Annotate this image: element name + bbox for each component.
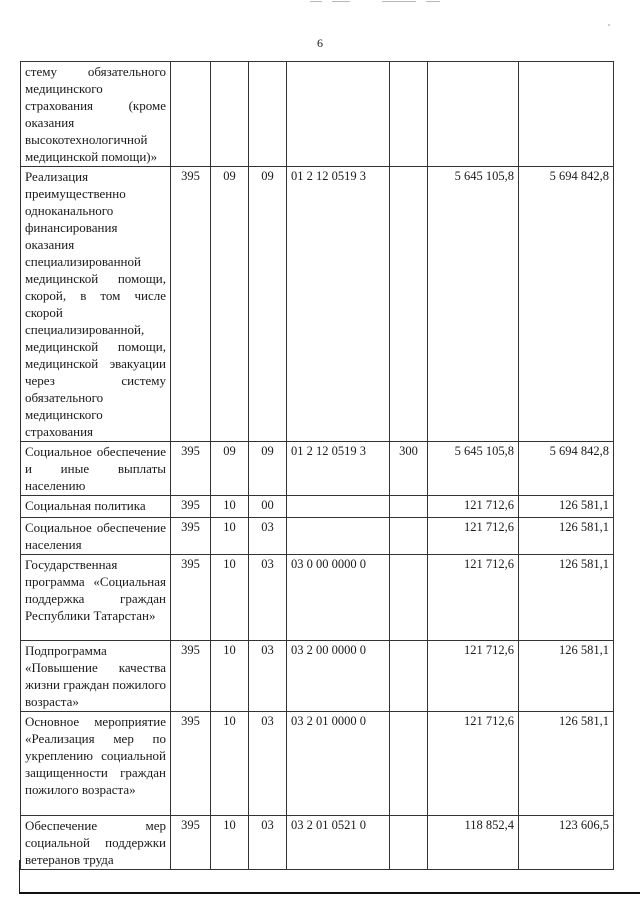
row-name-cell: Государственная программа «Социальная поддержка граждан Республики Татарстан» — [21, 555, 171, 641]
row-name-cell: Социальная политика — [21, 496, 171, 518]
vr-cell — [390, 555, 428, 641]
ved-cell: 395 — [171, 496, 211, 518]
pr-cell: 03 — [249, 518, 287, 555]
rz-cell — [211, 62, 249, 167]
scan-speck — [608, 24, 610, 26]
vr-cell — [390, 62, 428, 167]
top-scan-marks — [310, 0, 440, 4]
csr-cell — [287, 518, 390, 555]
row-name-cell: стему обязательного медицинского страхования (кроме оказания высокотехнологичной медицинской помощи)» — [21, 62, 171, 167]
ved-cell: 395 — [171, 518, 211, 555]
pr-cell: 09 — [249, 167, 287, 442]
csr-cell — [287, 62, 390, 167]
ved-cell: 395 — [171, 167, 211, 442]
pr-cell — [249, 62, 287, 167]
ved-cell: 395 — [171, 641, 211, 712]
sum-year1-cell: 121 712,6 — [428, 555, 519, 641]
table-row — [21, 62, 614, 167]
sum-year1-cell — [428, 62, 519, 167]
csr-cell: 03 2 01 0000 0 — [287, 712, 390, 816]
sum-year1-cell: 121 712,6 — [428, 641, 519, 712]
rz-cell: 10 — [211, 496, 249, 518]
ved-cell: 395 — [171, 712, 211, 816]
rz-cell: 10 — [211, 641, 249, 712]
vr-cell — [390, 496, 428, 518]
vr-cell — [390, 816, 428, 870]
ved-cell — [171, 62, 211, 167]
sum-year2-cell — [519, 62, 614, 167]
sum-year2-cell: 123 606,5 — [519, 816, 614, 870]
table-row — [21, 712, 614, 816]
sum-year2-cell: 126 581,1 — [519, 712, 614, 816]
vr-cell — [390, 518, 428, 555]
row-name-cell: Социальное обеспечение и иные выплаты населению — [21, 442, 171, 496]
sum-year2-cell: 126 581,1 — [519, 641, 614, 712]
vr-cell — [390, 712, 428, 816]
csr-cell — [287, 496, 390, 518]
rz-cell: 10 — [211, 555, 249, 641]
sum-year2-cell: 5 694 842,8 — [519, 167, 614, 442]
vr-cell — [390, 641, 428, 712]
csr-cell: 03 2 00 0000 0 — [287, 641, 390, 712]
ved-cell: 395 — [171, 555, 211, 641]
sum-year2-cell: 5 694 842,8 — [519, 442, 614, 496]
vr-cell: 300 — [390, 442, 428, 496]
ved-cell: 395 — [171, 442, 211, 496]
sum-year1-cell: 5 645 105,8 — [428, 167, 519, 442]
table-row — [21, 518, 614, 555]
table-row — [21, 555, 614, 641]
page-number: 6 — [317, 36, 323, 50]
row-name-cell: Подпрограмма «Повышение качества жизни граждан пожилого возраста» — [21, 641, 171, 712]
pr-cell: 03 — [249, 555, 287, 641]
csr-cell: 01 2 12 0519 3 — [287, 442, 390, 496]
row-name-cell: Реализация преимущественно одноканального финансирования оказания специализированной медицинской помощи, скорой, в том числе скорой специализированной, медицинской помощи, медицинской эвакуации через систему обязательного медицинского страхования — [21, 167, 171, 442]
pr-cell: 03 — [249, 712, 287, 816]
pr-cell: 03 — [249, 816, 287, 870]
table-row — [21, 641, 614, 712]
table-row — [21, 496, 614, 518]
rz-cell: 09 — [211, 167, 249, 442]
budget-table — [20, 61, 614, 870]
vr-cell — [390, 167, 428, 442]
pr-cell: 03 — [249, 641, 287, 712]
pr-cell: 00 — [249, 496, 287, 518]
sum-year1-cell: 121 712,6 — [428, 496, 519, 518]
table-row — [21, 167, 614, 442]
sum-year2-cell: 126 581,1 — [519, 518, 614, 555]
pr-cell: 09 — [249, 442, 287, 496]
sum-year1-cell: 121 712,6 — [428, 712, 519, 816]
sum-year2-cell: 126 581,1 — [519, 496, 614, 518]
sum-year2-cell: 126 581,1 — [519, 555, 614, 641]
csr-cell: 01 2 12 0519 3 — [287, 167, 390, 442]
rz-cell: 10 — [211, 712, 249, 816]
rz-cell: 10 — [211, 518, 249, 555]
page-left-border — [19, 860, 20, 893]
sum-year1-cell: 121 712,6 — [428, 518, 519, 555]
row-name-cell: Основное мероприятие «Реализация мер по укреплению социальной защищенности граждан пожилого возраста» — [21, 712, 171, 816]
table-row — [21, 816, 614, 870]
csr-cell: 03 2 01 0521 0 — [287, 816, 390, 870]
csr-cell: 03 0 00 0000 0 — [287, 555, 390, 641]
rz-cell: 10 — [211, 816, 249, 870]
row-name-cell: Обеспечение мер социальной поддержки ветеранов труда — [21, 816, 171, 870]
sum-year1-cell: 118 852,4 — [428, 816, 519, 870]
rz-cell: 09 — [211, 442, 249, 496]
table-row — [21, 442, 614, 496]
sum-year1-cell: 5 645 105,8 — [428, 442, 519, 496]
row-name-cell: Социальное обеспечение населения — [21, 518, 171, 555]
page-bottom-border — [19, 892, 640, 894]
ved-cell: 395 — [171, 816, 211, 870]
